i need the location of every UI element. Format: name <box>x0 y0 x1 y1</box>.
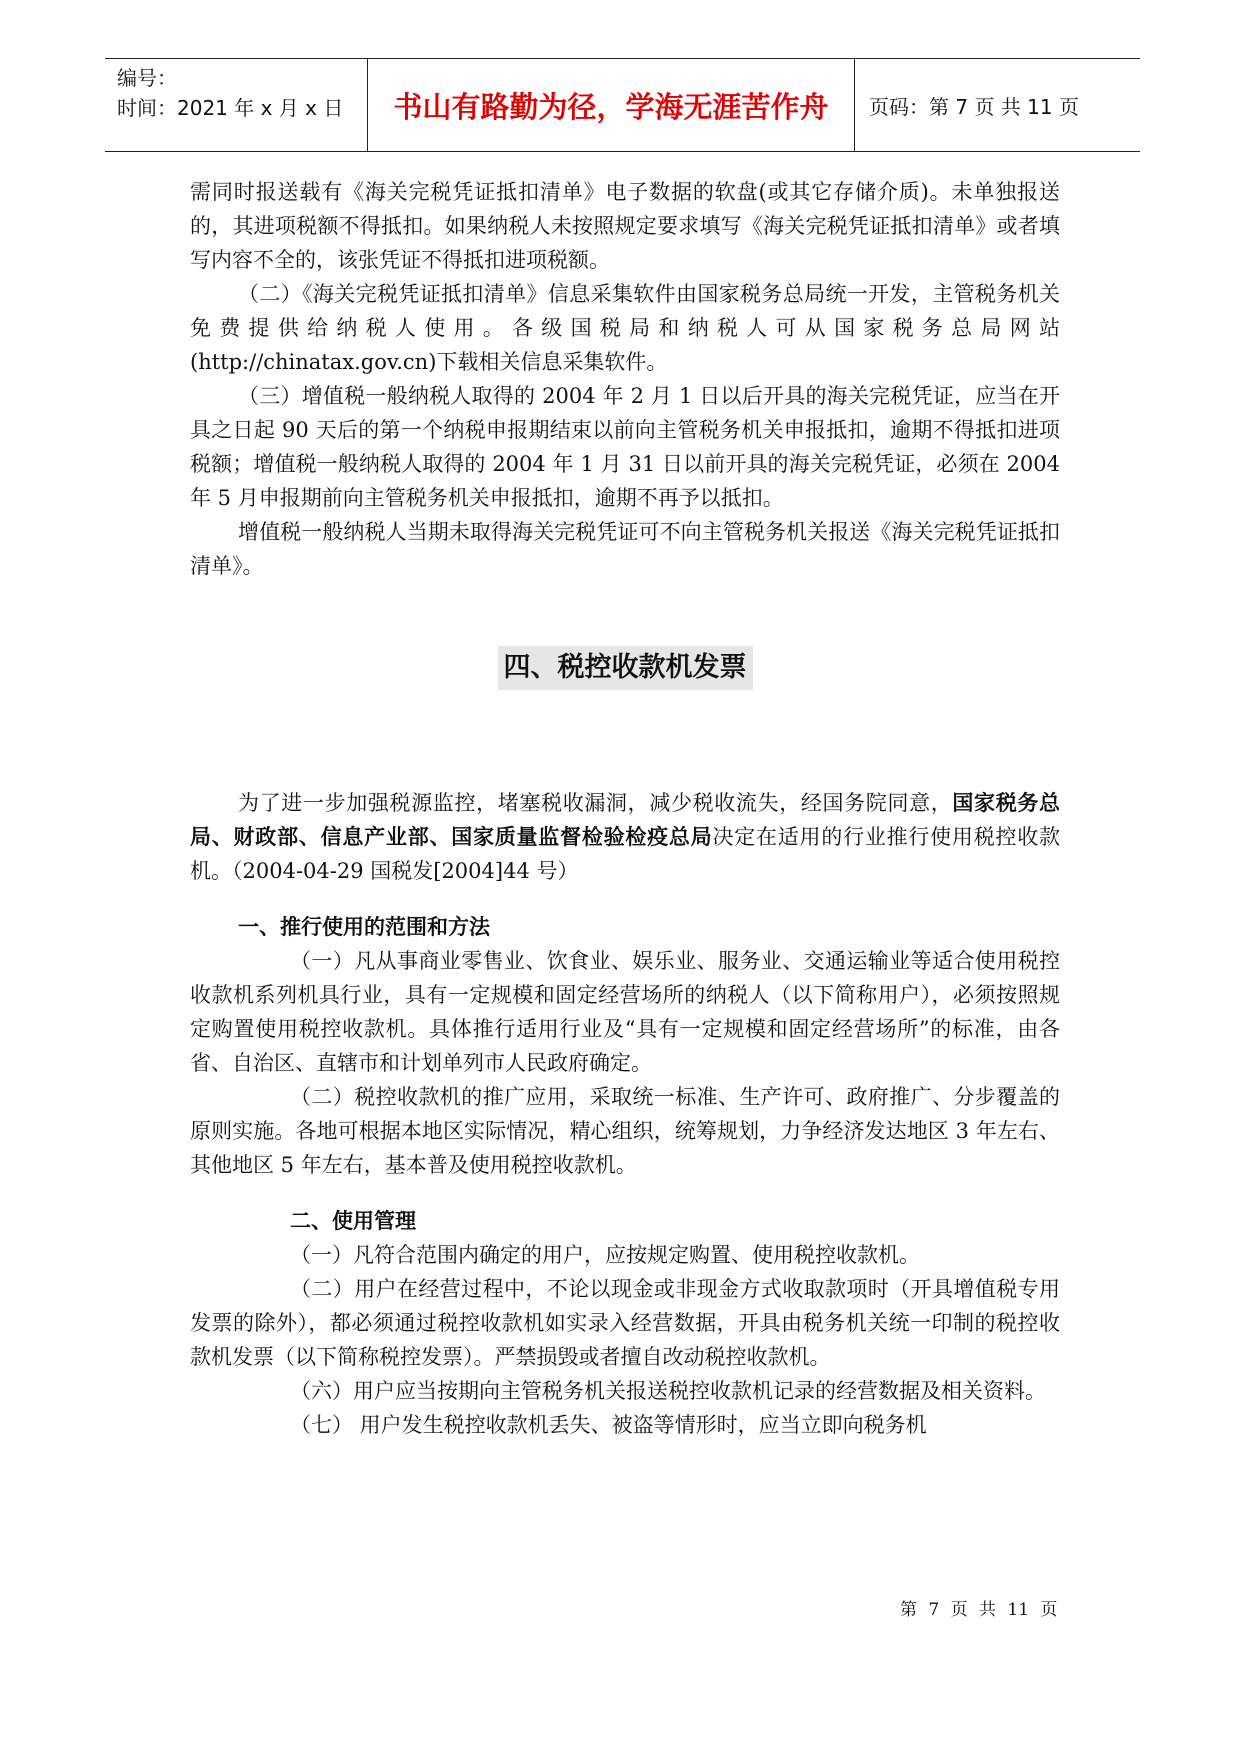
part1-item: （二）税控收款机的推广应用，采取统一标准、生产许可、政府推广、分步覆盖的原则实施。各地可根据本地区实际情况，精心组织，统筹规划，力争经济发达地区 3 年左右、其他地区 5 年左右，基本普及使用税控收款机。 <box>190 1085 1060 1177</box>
intro-orgs: 国家税务总局、财政部、信息产业部、国家质量监督检验检疫总局 <box>190 791 1061 849</box>
paragraph: （三）增值税一般纳税人取得的 2004 年 2 月 1 日以后开具的海关完税凭证，应当在开具之日起 90 天后的第一个纳税申报期结束以前向主管税务机关申报抵扣，逾期不得抵扣进项税额；增值税一般纳税人取得的 2004 年 1 月 31 日以前开具的海关完税凭证，必须在 2004 年 5 月申报期前向主管税务机关申报抵扣，逾期不再予以抵扣。 <box>190 384 1060 510</box>
header-motto: 书山有路勤为径，学海无涯苦作舟 <box>367 59 855 151</box>
part1-item: （一）凡从事商业零售业、饮食业、娱乐业、服务业、交通运输业等适合使用税控收款机系列机具行业，具有一定规模和固定经营场所的纳税人（以下简称用户），必须按照规定购置使用税控收款机。具体推行适用行业及“具有一定规模和固定经营场所”的标准，由各省、自治区、直辖市和计划单列市人民政府确定。 <box>190 949 1060 1075</box>
header-page-label: 页码：第 7 页 共 11 页 <box>869 94 1079 119</box>
paragraph: 增值税一般纳税人当期未取得海关完税凭证可不向主管税务机关报送《海关完税凭证抵扣清单》。 <box>190 520 1060 578</box>
part2-item: （六）用户应当按期向主管税务机关报送税控收款机记录的经营数据及相关资料。 <box>290 1379 1046 1403</box>
intro-paragraph <box>190 786 1060 888</box>
part2-item: （七） 用户发生税控收款机丢失、被盗等情形时，应当立即向税务机 <box>290 1413 927 1437</box>
part2-item: （二）用户在经营过程中，不论以现金或非现金方式收取款项时（开具增值税专用发票的除外），都必须通过税控收款机如实录入经营数据，开具由税务机关统一印制的税控收款机发票（以下简称税控发票）。严禁损毁或者擅自改动税控收款机。 <box>190 1277 1060 1369</box>
section-title: 四、税控收款机发票 <box>498 646 753 690</box>
header-meta <box>105 59 367 151</box>
paragraph: （二）《海关完税凭证抵扣清单》信息采集软件由国家税务总局统一开发，主管税务机关免费提供给纳税人使用。各级国税局和纳税人可从国家税务总局网站(http://chinatax.gov.cn)下载相关信息采集软件。 <box>190 282 1060 374</box>
part1-heading: 一、推行使用的范围和方法 <box>238 915 490 939</box>
part2-heading: 二、使用管理 <box>290 1209 416 1233</box>
intro-lead: 为了进一步加强税源监控，堵塞税收漏洞，减少税收流失，经国务院同意， <box>238 791 953 815</box>
section-title-wrap <box>190 646 1060 690</box>
paragraph: 需同时报送载有《海关完税凭证抵扣清单》电子数据的软盘(或其它存储介质)。未单独报送的，其进项税额不得抵扣。如果纳税人未按照规定要求填写《海关完税凭证抵扣清单》或者填写内容不全的，该张凭证不得抵扣进项税额。 <box>190 180 1060 272</box>
time-label: 时间：2021 年 x 月 x 日 <box>117 96 344 120</box>
page-footer: 第 7 页 共 11 页 <box>900 1600 1058 1620</box>
intro-tail: 决定在适用的行业推行使用税控收款机。（2004-04-29 国税发[2004]44 号） <box>190 825 1061 883</box>
number-label: 编号： <box>117 66 177 90</box>
part2-item: （一）凡符合范围内确定的用户，应按规定购置、使用税控收款机。 <box>290 1243 920 1267</box>
page-header <box>105 58 1140 152</box>
document-body <box>190 175 1060 1442</box>
